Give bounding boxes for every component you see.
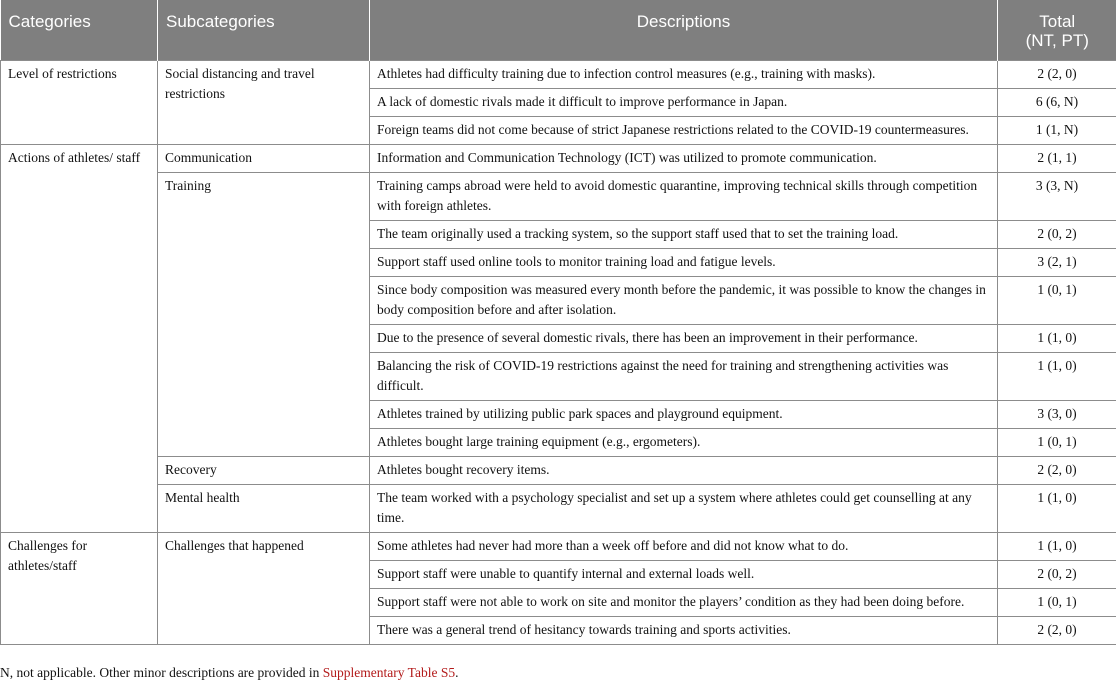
header-total-line2: (NT, PT) (1025, 31, 1089, 50)
total-cell: 1 (1, N) (998, 116, 1116, 144)
total-cell: 2 (2, 0) (998, 616, 1116, 644)
description-cell: Due to the presence of several domestic rivals, there has been an improvement in their performance. (370, 324, 998, 352)
subcategory-cell: Recovery (158, 456, 370, 484)
total-cell: 1 (1, 0) (998, 484, 1116, 532)
total-cell: 1 (1, 0) (998, 532, 1116, 560)
header-descriptions: Descriptions (370, 0, 998, 60)
footnote-text: N, not applicable. Other minor descriptions are provided in (0, 665, 323, 680)
table-row (1, 144, 1116, 172)
table-row (1, 60, 1116, 88)
total-cell: 1 (0, 1) (998, 588, 1116, 616)
total-cell: 2 (2, 0) (998, 456, 1116, 484)
description-cell: The team worked with a psychology specialist and set up a system where athletes could get counselling at any time. (370, 484, 998, 532)
description-cell: Foreign teams did not come because of strict Japanese restrictions related to the COVID-19 countermeasures. (370, 116, 998, 144)
subcategory-cell: Training (158, 172, 370, 456)
description-cell: Athletes trained by utilizing public park spaces and playground equipment. (370, 400, 998, 428)
subcategory-cell: Social distancing and travel restrictions (158, 60, 370, 144)
total-cell: 3 (2, 1) (998, 248, 1116, 276)
header-row (1, 0, 1116, 60)
description-cell: Some athletes had never had more than a week off before and did not know what to do. (370, 532, 998, 560)
category-cell: Actions of athletes/ staff (1, 144, 158, 532)
table-row (1, 484, 1116, 532)
description-cell: A lack of domestic rivals made it difficult to improve performance in Japan. (370, 88, 998, 116)
total-cell: 2 (0, 2) (998, 560, 1116, 588)
description-cell: Information and Communication Technology (ICT) was utilized to promote communication. (370, 144, 998, 172)
description-cell: Athletes bought recovery items. (370, 456, 998, 484)
subcategory-cell: Communication (158, 144, 370, 172)
description-cell: Support staff used online tools to monitor training load and fatigue levels. (370, 248, 998, 276)
total-cell: 1 (0, 1) (998, 428, 1116, 456)
category-cell: Level of restrictions (1, 60, 158, 144)
description-cell: Balancing the risk of COVID-19 restrictions against the need for training and strengthening activities was difficult. (370, 352, 998, 400)
table-row (1, 456, 1116, 484)
total-cell: 1 (1, 0) (998, 352, 1116, 400)
description-cell: Support staff were not able to work on site and monitor the players’ condition as they had been doing before. (370, 588, 998, 616)
total-cell: 3 (3, N) (998, 172, 1116, 220)
total-cell: 1 (1, 0) (998, 324, 1116, 352)
footnote-end: . (455, 665, 459, 680)
supplementary-table-link[interactable]: Supplementary Table S5 (322, 665, 456, 680)
description-cell: The team originally used a tracking system, so the support staff used that to set the training load. (370, 220, 998, 248)
total-cell: 2 (2, 0) (998, 60, 1116, 88)
total-cell: 1 (0, 1) (998, 276, 1116, 324)
category-cell: Challenges for athletes/staff (1, 532, 158, 644)
total-cell: 6 (6, N) (998, 88, 1116, 116)
description-cell: Since body composition was measured every month before the pandemic, it was possible to know the changes in body composition before and after isolation. (370, 276, 998, 324)
description-cell: Support staff were unable to quantify internal and external loads well. (370, 560, 998, 588)
total-cell: 2 (1, 1) (998, 144, 1116, 172)
subcategory-cell: Challenges that happened (158, 532, 370, 644)
description-cell: Athletes bought large training equipment (e.g., ergometers). (370, 428, 998, 456)
description-cell: Athletes had difficulty training due to infection control measures (e.g., training with masks). (370, 60, 998, 88)
header-total (998, 0, 1116, 60)
header-categories: Categories (1, 0, 158, 60)
description-cell: There was a general trend of hesitancy towards training and sports activities. (370, 616, 998, 644)
header-total-line1: Total (1039, 12, 1076, 31)
total-cell: 3 (3, 0) (998, 400, 1116, 428)
table-row (1, 532, 1116, 560)
table-row (1, 172, 1116, 220)
description-cell: Training camps abroad were held to avoid domestic quarantine, improving technical skills through competition with foreign athletes. (370, 172, 998, 220)
header-subcategories: Subcategories (158, 0, 370, 60)
total-cell: 2 (0, 2) (998, 220, 1116, 248)
table-footnote (0, 665, 458, 681)
subcategory-cell: Mental health (158, 484, 370, 532)
